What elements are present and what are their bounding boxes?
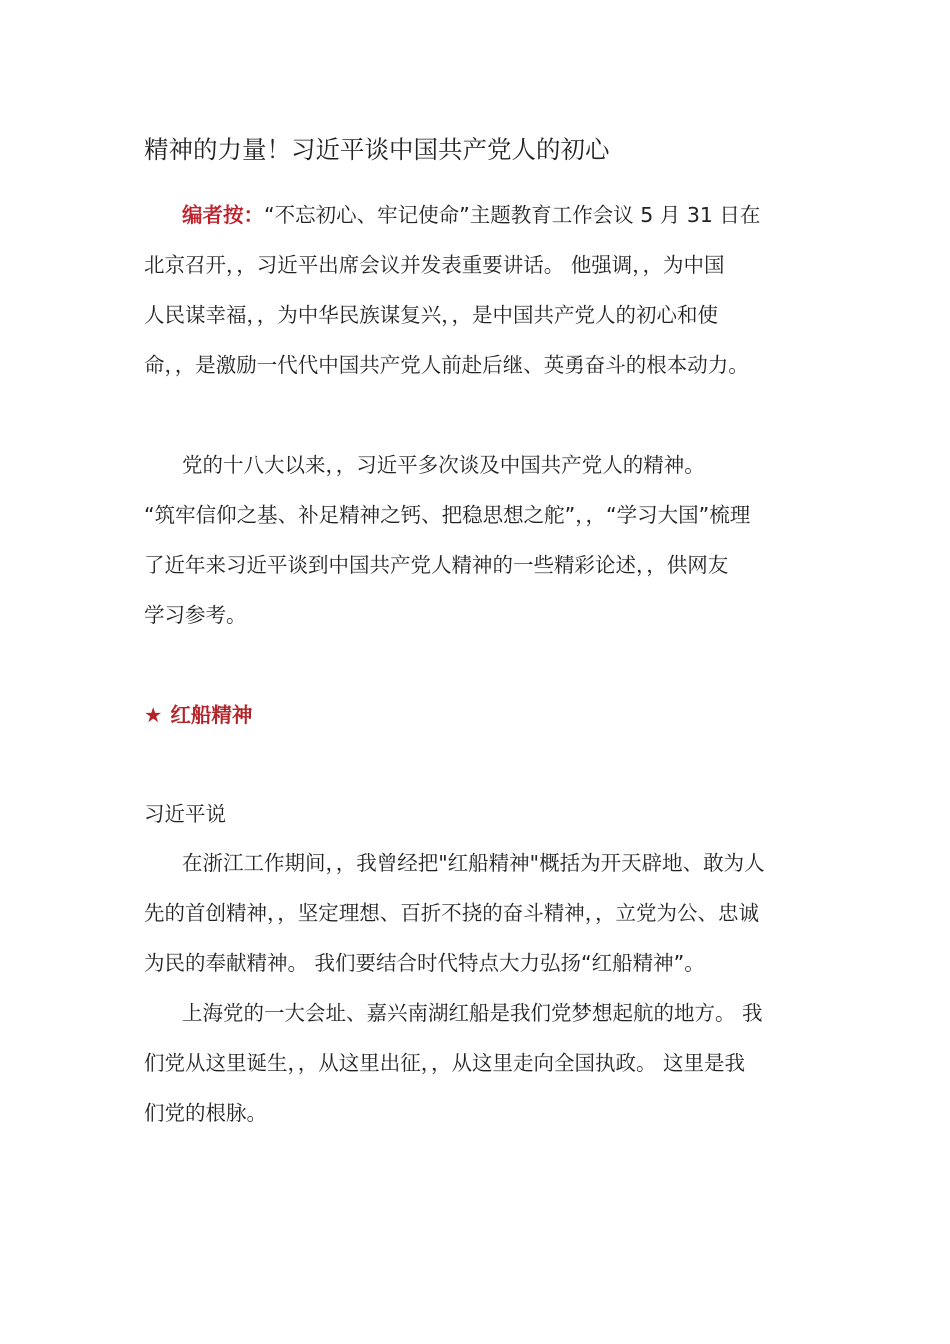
editor-note-label: 编者按：	[182, 203, 264, 227]
quote-line: 为民的奉献精神。 我们要结合时代特点大力弘扬“红船精神”。	[144, 951, 705, 975]
editor-note-line: 命，，是激励一代代中国共产党人前赴后继、英勇奋斗的根本动力。	[144, 353, 749, 377]
editor-note-line: 人民谋幸福，，为中华民族谋复兴，，是中国共产党人的初心和使	[144, 303, 718, 327]
quote-line: 在浙江工作期间，，我曾经把"红船精神"概括为开天辟地、敢为人	[182, 851, 765, 875]
star-icon: ★	[144, 703, 163, 727]
editor-note-line: 北京召开，，习近平出席会议并发表重要讲话。 他强调，，为中国	[144, 253, 725, 277]
speaker-label: 习近平说	[144, 802, 226, 826]
quote-paragraph-2	[144, 988, 809, 1138]
editor-note	[144, 190, 809, 390]
section-heading	[144, 698, 252, 732]
editor-note-text: “不忘初心、牢记使命”主题教育工作会议 5 月 31 日在	[264, 203, 761, 227]
quote-line: 先的首创精神，，坚定理想、百折不挠的奋斗精神，，立党为公、忠诚	[144, 901, 759, 925]
intro-line: 党的十八大以来，，习近平多次谈及中国共产党人的精神。	[182, 453, 705, 477]
intro-line: 了近年来习近平谈到中国共产党人精神的一些精彩论述，，供网友	[144, 553, 729, 577]
quote-line: 们党从这里诞生，，从这里出征，，从这里走向全国执政。 这里是我	[144, 1051, 746, 1075]
quote-line: 上海党的一大会址、嘉兴南湖红船是我们党梦想起航的地方。 我	[182, 1001, 763, 1025]
quote-line: 们党的根脉。	[144, 1101, 267, 1125]
intro-line: “筑牢信仰之基、补足精神之钙、把稳思想之舵”，，“学习大国”梳理	[144, 503, 751, 527]
document-title: 精神的力量！习近平谈中国共产党人的初心	[144, 135, 610, 164]
intro-line: 学习参考。	[144, 603, 247, 627]
intro-paragraph	[144, 440, 809, 640]
editor-note-line	[144, 190, 809, 240]
section-heading-text: 红船精神	[170, 703, 253, 727]
quote-paragraph-1	[144, 838, 809, 988]
